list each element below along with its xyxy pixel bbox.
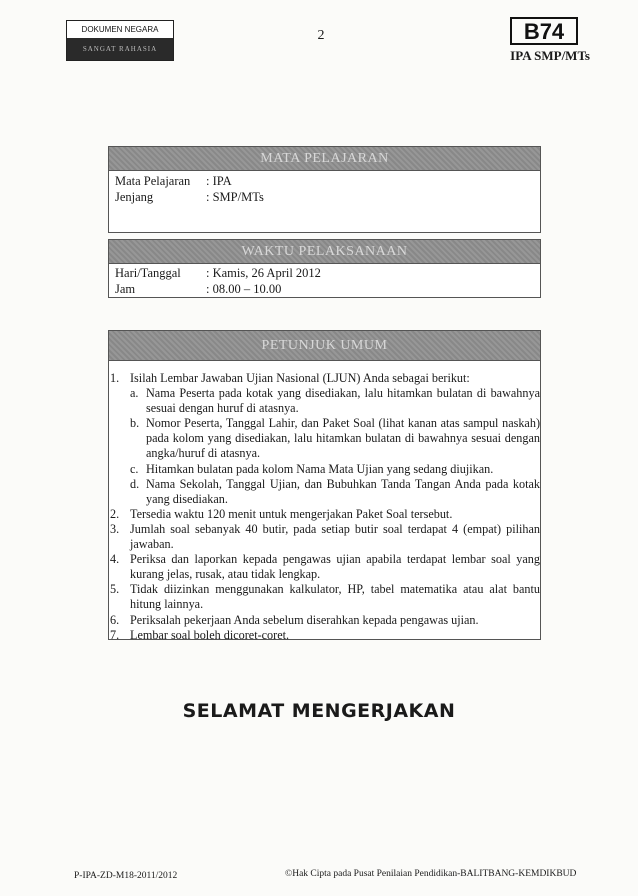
mata-pelajaran-box	[108, 146, 541, 233]
instruction-text: Lembar soal boleh dicoret-coret.	[130, 627, 290, 642]
instruction-text: Periksalah pekerjaan Anda sebelum diserahkan kepada pengawas ujian.	[130, 612, 479, 627]
subitem-letter: d.	[130, 476, 140, 491]
instruction-subitem	[110, 416, 540, 461]
info-value: : IPA	[206, 174, 232, 188]
instruction-subitem	[110, 477, 540, 507]
instruction-number: 1.	[110, 371, 120, 385]
stamp-secret-label: SANGAT RAHASIA	[67, 38, 173, 60]
closing-message: SELAMAT MENGERJAKAN	[182, 700, 456, 722]
info-value: : 08.00 – 10.00	[206, 282, 282, 296]
instruction-item	[110, 628, 540, 643]
instruction-item	[110, 613, 540, 628]
stamp-label: DOKUMEN NEGARA	[67, 21, 173, 38]
info-row	[109, 173, 540, 189]
instruction-number: 7.	[110, 627, 120, 642]
subitem-text: Nama Sekolah, Tanggal Ujian, dan Bubuhkan Tanda Tangan Anda pada kotak yang disediakan.	[146, 476, 540, 506]
instruction-number: 5.	[110, 582, 120, 597]
page-number: 2	[317, 28, 325, 43]
subitem-letter: b.	[130, 416, 140, 431]
instruction-text: Jumlah soal sebanyak 40 butir, pada setiap butir soal terdapat 4 (empat) pilihan jawaban.	[130, 521, 540, 552]
instruction-item	[110, 507, 540, 522]
instruction-subitem	[110, 386, 540, 416]
subitem-text: Hitamkan bulatan pada kolom Nama Mata Ujian yang sedang diujikan.	[146, 461, 494, 476]
waktu-pelaksanaan-box	[108, 239, 541, 298]
instruction-text: Tersedia waktu 120 menit untuk mengerjakan Paket Soal tersebut.	[130, 506, 453, 521]
packet-code: B74	[510, 17, 578, 45]
instruction-item	[110, 522, 540, 552]
info-value: : Kamis, 26 April 2012	[206, 266, 321, 280]
waktu-pelaksanaan-header: WAKTU PELAKSANAAN	[109, 240, 540, 264]
subitem-letter: a.	[130, 386, 139, 401]
instruction-text: Tidak diizinkan menggunakan kalkulator, HP, tabel matematika atau alat bantu hitung lainnya.	[130, 582, 540, 612]
document-classification-stamp	[66, 20, 174, 61]
instruction-text: Isilah Lembar Jawaban Ujian Nasional (LJUN) Anda sebagai berikut:	[130, 371, 470, 385]
instruction-number: 6.	[110, 612, 120, 627]
info-label: Mata Pelajaran	[115, 174, 191, 188]
info-label: Hari/Tanggal	[115, 266, 181, 280]
document-code: P-IPA-ZD-M18-2011/2012	[74, 871, 178, 881]
instruction-number: 3.	[110, 521, 120, 536]
instruction-item	[110, 371, 540, 386]
info-row	[109, 281, 540, 297]
instruction-subitem	[110, 462, 540, 477]
subitem-text: Nomor Peserta, Tanggal Lahir, dan Paket Soal (lihat kanan atas sampul naskah) pada kolom yang disediakan, lalu hitamkan bulatan di bawahnya sesuai dengan angka/huruf di atasnya.	[146, 416, 540, 461]
instruction-item	[110, 582, 540, 612]
info-row	[109, 189, 540, 205]
subject-code: IPA SMP/MTs	[510, 48, 590, 63]
subitem-text: Nama Peserta pada kotak yang disediakan, lalu hitamkan bulatan di bawahnya sesuai dengan huruf di atasnya.	[146, 386, 540, 416]
info-value: : SMP/MTs	[206, 190, 264, 204]
info-row	[109, 265, 540, 281]
instruction-item	[110, 552, 540, 582]
mata-pelajaran-header: MATA PELAJARAN	[109, 147, 540, 171]
subitem-letter: c.	[130, 461, 139, 476]
copyright-notice: ©Hak Cipta pada Pusat Penilaian Pendidikan-BALITBANG-KEMDIKBUD	[285, 869, 577, 879]
instruction-number: 2.	[110, 506, 120, 521]
instruction-number: 4.	[110, 552, 120, 567]
info-label: Jenjang	[115, 190, 154, 204]
instruction-list	[110, 371, 540, 643]
instruction-text: Periksa dan laporkan kepada pengawas ujian apabila terdapat lembar soal yang kurang jelas, rusak, atau tidak lengkap.	[130, 552, 540, 582]
petunjuk-umum-header: PETUNJUK UMUM	[109, 331, 540, 361]
info-label: Jam	[115, 282, 136, 296]
